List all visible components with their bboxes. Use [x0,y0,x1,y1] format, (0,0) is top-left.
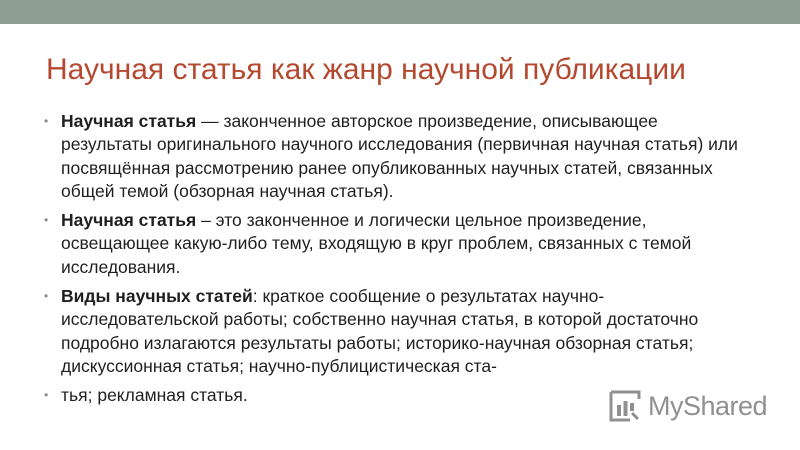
bullet-text: тья; рекламная статья. [61,385,248,406]
bullet-list [44,110,749,414]
bullet-dot-icon: • [44,114,49,128]
bullet-text: — законченное авторское произведение, описывающее результаты оригинального научного исследования (первичная научная статья) или посвящённая рассмотрению ранее опубликованных научных статей, связанных общей темой (обзорная научная статья). [61,111,738,201]
bullet-dot-icon: • [44,213,49,228]
slide-title: Научная статья как жанр научной публикации [46,53,686,86]
bullet-text: – это законченное и логически цельное произведение, освещающее какую-либо тему, входящую в круг проблем, связанных с темой исследования. [61,210,692,277]
bullet-item [44,110,749,203]
bullet-term: Виды научных статей [61,286,253,307]
watermark-logo [608,386,767,426]
bullet-text: : краткое сообщение о результатах научно-исследовательской работы; собственно научная статья, в которой достаточно подробно излагаются результаты работы; историко-научная обзорная статья; дискуссионная статья; научно-публицистическая ста- [61,286,699,376]
bullet-term: Научная статья [61,111,197,131]
myshared-logo-icon [608,389,642,423]
bullet-item [44,285,749,378]
watermark-text: MyShared [648,390,768,421]
bullet-term: Научная статья [61,210,197,231]
bullet-item [44,209,749,279]
top-accent-bar [0,0,800,24]
bullet-dot-icon: • [44,388,49,403]
bullet-dot-icon: • [44,289,49,304]
